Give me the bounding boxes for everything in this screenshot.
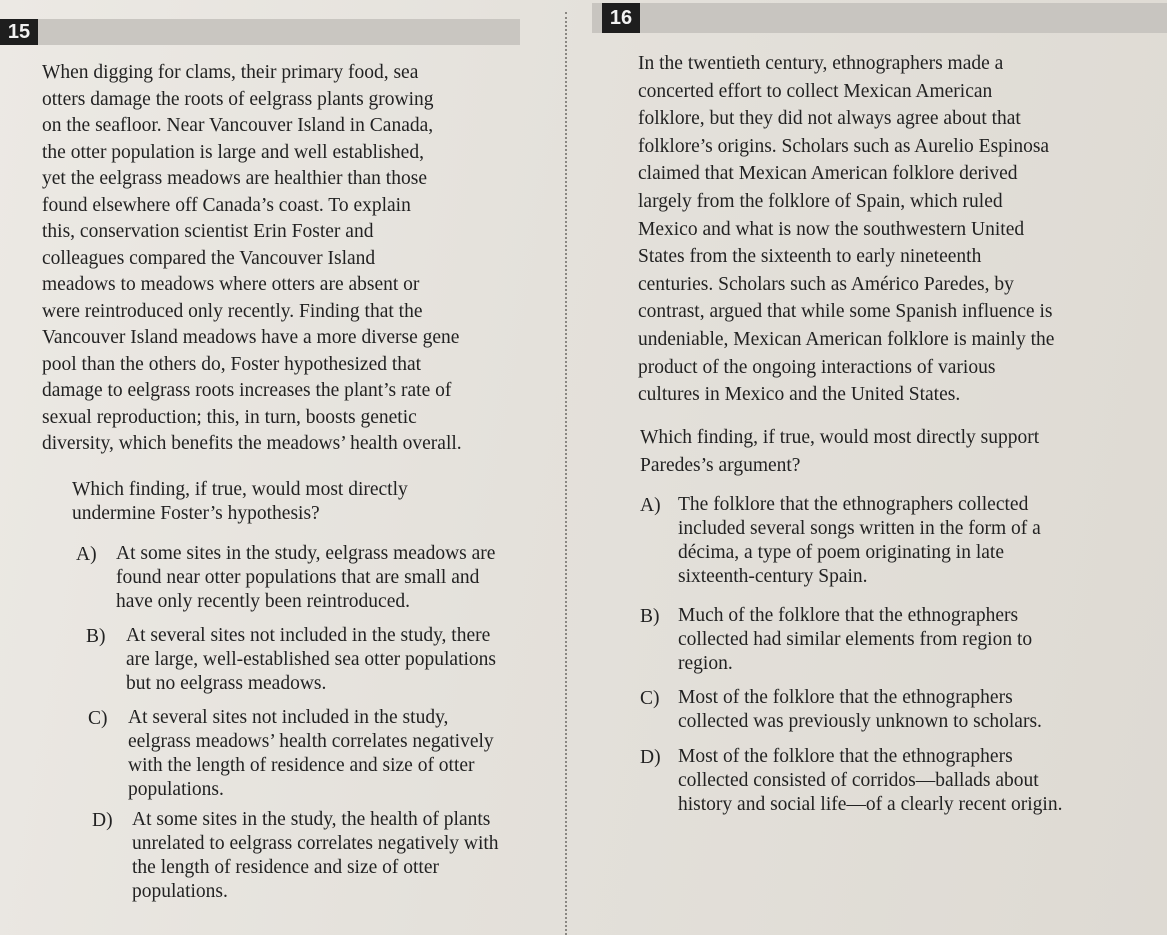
answer-choice-d[interactable] <box>640 745 1160 817</box>
choice-letter: B) <box>640 606 660 627</box>
passage-line: folklore, but they did not always agree about that <box>638 108 1021 130</box>
answer-choice-b[interactable] <box>640 604 1160 676</box>
prompt-line: Which finding, if true, would most directly support <box>640 427 1040 448</box>
question-number: 15 <box>0 19 38 45</box>
choice-letter: C) <box>88 708 108 729</box>
passage-line: diversity, which benefits the meadows’ health overall. <box>42 433 462 454</box>
choice-line: populations. <box>128 779 224 800</box>
choice-line: The folklore that the ethnographers collected <box>678 494 1029 515</box>
prompt-line: undermine Foster’s hypothesis? <box>72 503 320 524</box>
choice-line: populations. <box>132 881 228 902</box>
passage-line: found elsewhere off Canada’s coast. To explain <box>42 194 411 216</box>
passage-line: claimed that Mexican American folklore derived <box>638 163 1018 185</box>
passage-line: undeniable, Mexican American folklore is mainly the <box>638 328 1055 350</box>
choice-letter: D) <box>92 810 113 831</box>
question-15 <box>0 0 560 935</box>
choice-line: with the length of residence and size of otter <box>128 755 475 776</box>
choice-line: At some sites in the study, the health of plants <box>132 809 491 830</box>
choice-line: collected had similar elements from region to <box>678 629 1033 650</box>
answer-choice-b[interactable] <box>86 624 546 696</box>
passage-text <box>42 60 557 458</box>
answer-choice-a[interactable] <box>76 542 546 614</box>
choice-line: history and social life—of a clearly recent origin. <box>678 794 1063 815</box>
choice-line: but no eelgrass meadows. <box>126 673 327 694</box>
choice-line: included several songs written in the form of a <box>678 518 1041 539</box>
choice-line: unrelated to eelgrass correlates negatively with <box>132 833 499 854</box>
passage-line: cultures in Mexico and the United States. <box>638 384 961 406</box>
passage-line: contrast, argued that while some Spanish influence is <box>638 301 1053 323</box>
choice-line: At some sites in the study, eelgrass meadows are <box>116 543 496 564</box>
choice-letter: A) <box>76 544 97 565</box>
passage-line: otters damage the roots of eelgrass plants growing <box>42 88 434 110</box>
choice-line: décima, a type of poem originating in late <box>678 542 1004 563</box>
passage-text <box>638 50 1163 409</box>
passage-line: centuries. Scholars such as Américo Paredes, by <box>638 273 1014 295</box>
choice-line: Much of the folklore that the ethnographers <box>678 605 1019 626</box>
passage-line: Mexico and what is now the southwestern United <box>638 218 1025 240</box>
choice-line: have only recently been reintroduced. <box>116 591 410 612</box>
passage-line: folklore’s origins. Scholars such as Aurelio Espinosa <box>638 135 1050 157</box>
passage-line: the otter population is large and well established, <box>42 141 424 163</box>
passage-line: largely from the folklore of Spain, which ruled <box>638 190 1003 212</box>
prompt-line: Which finding, if true, would most directly <box>72 479 408 500</box>
question-header-bar <box>0 19 520 45</box>
choice-letter: C) <box>640 688 660 709</box>
passage-line: meadows to meadows where otters are absent or <box>42 274 420 295</box>
choice-line: At several sites not included in the study, <box>128 707 449 728</box>
passage-line: on the seafloor. Near Vancouver Island in Canada, <box>42 115 434 136</box>
passage-line: were reintroduced only recently. Finding that the <box>42 300 423 322</box>
choice-text <box>132 808 532 904</box>
passage-line: Vancouver Island meadows have a more diverse gene <box>42 327 460 348</box>
passage-line: product of the ongoing interactions of various <box>638 356 996 378</box>
prompt-line: Paredes’s argument? <box>640 455 801 476</box>
choice-line: found near otter populations that are small and <box>116 567 480 588</box>
choice-letter: A) <box>640 495 661 516</box>
column-divider <box>565 12 567 935</box>
passage-line: colleagues compared the Vancouver Island <box>42 247 376 269</box>
answer-choice-a[interactable] <box>640 493 1160 589</box>
choice-text <box>678 686 1160 734</box>
question-header-bar <box>592 3 1167 33</box>
choice-line: are large, well-established sea otter populations <box>126 649 497 670</box>
choice-text <box>128 706 548 802</box>
choice-text <box>678 493 1160 589</box>
passage-line: In the twentieth century, ethnographers made a <box>638 53 1004 74</box>
choice-letter: D) <box>640 747 661 768</box>
choice-line: Most of the folklore that the ethnographers <box>678 687 1013 708</box>
passage-line: this, conservation scientist Erin Foster and <box>42 221 374 242</box>
passage-line: sexual reproduction; this, in turn, boosts genetic <box>42 406 417 428</box>
question-16 <box>592 0 1167 935</box>
choice-line: collected consisted of corridos—ballads about <box>678 770 1039 791</box>
answer-choice-c[interactable] <box>88 706 548 802</box>
choice-text <box>678 745 1160 817</box>
answer-choice-c[interactable] <box>640 686 1160 734</box>
choice-line: Most of the folklore that the ethnographers <box>678 746 1013 767</box>
passage-line: States from the sixteenth to early nineteenth <box>638 246 982 268</box>
passage-line: pool than the others do, Foster hypothesized that <box>42 353 422 375</box>
choice-text <box>678 604 1160 676</box>
choice-line: region. <box>678 653 733 674</box>
choice-line: eelgrass meadows’ health correlates negatively <box>128 731 494 752</box>
question-prompt <box>72 478 512 526</box>
passage-line: When digging for clams, their primary food, sea <box>42 62 419 83</box>
passage-line: damage to eelgrass roots increases the plant’s rate of <box>42 380 452 401</box>
question-number: 16 <box>602 3 640 33</box>
passage-line: concerted effort to collect Mexican American <box>638 80 993 102</box>
choice-letter: B) <box>86 626 106 647</box>
choice-line: sixteenth-century Spain. <box>678 566 868 587</box>
choice-text <box>116 542 546 614</box>
choice-text <box>126 624 546 696</box>
passage-line: yet the eelgrass meadows are healthier than those <box>42 168 427 189</box>
question-prompt <box>640 424 1140 480</box>
choice-line: collected was previously unknown to scholars. <box>678 711 1042 732</box>
answer-choice-d[interactable] <box>92 808 532 904</box>
choice-line: At several sites not included in the study, there <box>126 625 491 646</box>
choice-line: the length of residence and size of otter <box>132 857 440 878</box>
